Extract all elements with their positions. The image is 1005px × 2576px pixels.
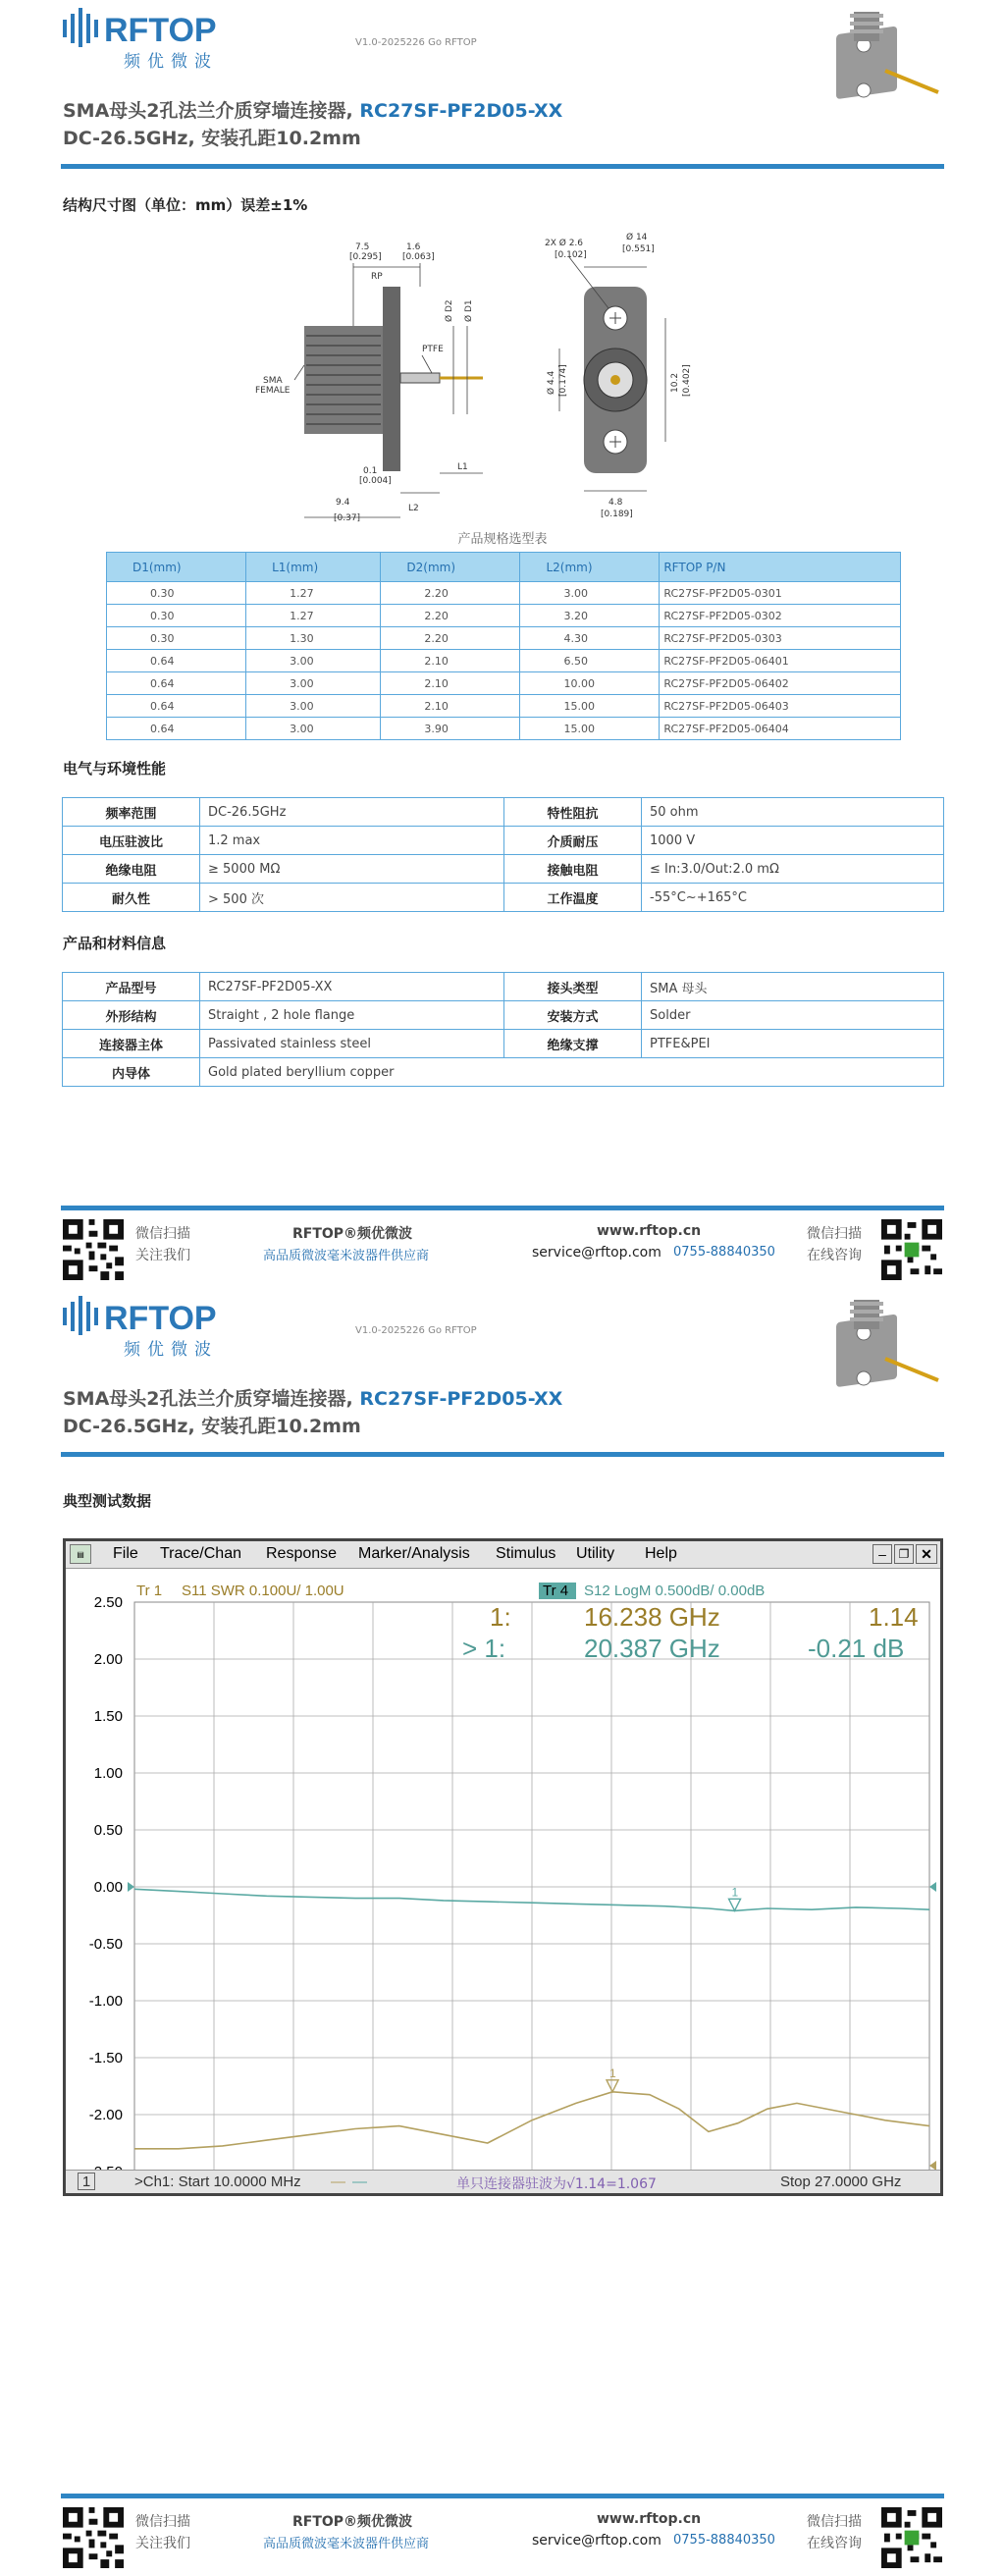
footer-email[interactable]: service@rftop.com (532, 1245, 661, 1261)
footer-slogan: 高品质微波毫米波器件供应商 (263, 1249, 430, 1263)
side-view (255, 242, 483, 522)
table-row: 连接器主体 Passivated stainless steel 绝缘支撑 PTFE&PEI (63, 1030, 944, 1058)
svg-text:[0.402]: [0.402] (682, 364, 692, 397)
table-row: 外形结构 Straight , 2 hole flange 安装方式 Solder (63, 1001, 944, 1030)
footer-phone: 0755-88840350 (673, 1245, 775, 1260)
svg-text:FEMALE: FEMALE (255, 386, 291, 396)
table-row: 0.30 1.30 2.20 4.30 RC27SF-PF2D05-0303 (107, 627, 901, 650)
m1-label: 1: (490, 1602, 511, 1632)
status-note: 单只连接器驻波为√1.14=1.067 (456, 2176, 657, 2192)
svg-text:Ø D1: Ø D1 (464, 299, 474, 322)
marker-number: 1 (731, 1885, 739, 1900)
minimize-icon[interactable]: – (873, 1544, 892, 1564)
menu-utility[interactable]: Utility (576, 1545, 615, 1562)
y-tick-label: -0.50 (88, 1936, 123, 1953)
s12-legend-icon: — (352, 2174, 367, 2190)
menu-file[interactable]: File (113, 1545, 138, 1562)
svg-text:L2: L2 (408, 504, 419, 513)
qr-code-icon (881, 1219, 942, 1280)
table-row: 0.30 1.27 2.20 3.20 RC27SF-PF2D05-0302 (107, 605, 901, 627)
y-tick-label: -1.00 (88, 1993, 123, 2010)
m2-value: -0.21 dB (808, 1634, 905, 1663)
table-row: 0.64 3.00 2.10 15.00 RC27SF-PF2D05-06403 (107, 695, 901, 718)
selection-table-header (107, 553, 901, 582)
version-text: V1.0-2025226 Go RFTOP (355, 1325, 477, 1336)
table-row: 频率范围 DC-26.5GHz 特性阻抗 50 ohm (63, 798, 944, 827)
footer-wechat-2: 关注我们 (135, 1248, 190, 1263)
footer-slogan: 高品质微波毫米波器件供应商 (263, 2537, 430, 2551)
header-divider (61, 164, 944, 169)
footer-wechat-2: 关注我们 (135, 2536, 190, 2551)
tr4-label: Tr 4 (543, 1583, 569, 1599)
part-number: RC27SF-PF2D05-XX (359, 100, 563, 122)
logo-text: RFTOP (104, 12, 217, 49)
col-d2: D2(mm) (381, 553, 520, 582)
table-row: 0.64 3.00 3.90 15.00 RC27SF-PF2D05-06404 (107, 718, 901, 740)
title-line-1 (63, 1384, 562, 1411)
channel-number[interactable]: 1 (78, 2173, 95, 2190)
footer-website[interactable]: www.rftop.cn (597, 2511, 702, 2527)
svg-text:L1: L1 (457, 462, 468, 472)
svg-text:PTFE: PTFE (422, 345, 444, 354)
table-row: 0.64 3.00 2.10 6.50 RC27SF-PF2D05-06401 (107, 650, 901, 672)
restore-icon[interactable]: ❐ (894, 1544, 914, 1564)
vna-menubar (66, 1541, 940, 1569)
svg-text:Ø 4.4: Ø 4.4 (547, 370, 556, 395)
svg-text:4.8: 4.8 (608, 498, 623, 508)
tr4-desc: S12 LogM 0.500dB/ 0.00dB (584, 1583, 766, 1599)
m2-freq: 20.387 GHz (584, 1634, 720, 1663)
col-d1: D1(mm) (107, 553, 246, 582)
m1-value: 1.14 (869, 1602, 919, 1632)
table-row: 产品型号 RC27SF-PF2D05-XX 接头类型 SMA 母头 (63, 973, 944, 1001)
svg-text:9.4: 9.4 (336, 498, 350, 508)
y-tick-label: 2.50 (93, 1594, 123, 1611)
svg-text:[0.551]: [0.551] (622, 244, 655, 254)
vna-statusbar (66, 2170, 940, 2193)
footer-wechat-1: 微信扫描 (135, 2514, 190, 2530)
y-tick-label: 1.00 (93, 1765, 123, 1782)
brand-cn: 频优微波 (124, 1340, 218, 1360)
part-number: RC27SF-PF2D05-XX (359, 1388, 563, 1410)
y-tick-label: -2.00 (88, 2107, 123, 2123)
qr-code-icon (881, 2507, 942, 2568)
tr1-label: Tr 1 (136, 1583, 163, 1599)
dimension-drawing (226, 228, 775, 522)
vna-screenshot (63, 1538, 943, 2196)
menu-marker-analysis[interactable]: Marker/Analysis (358, 1545, 470, 1562)
front-view (545, 232, 692, 519)
table-row: 绝缘电阻 ≥ 5000 MΩ 接触电阻 ≤ In:3.0/Out:2.0 mΩ (63, 855, 944, 884)
electrical-section-title: 电气与环境性能 (63, 760, 167, 778)
m1-freq: 16.238 GHz (584, 1602, 720, 1632)
svg-text:RP: RP (371, 272, 383, 282)
test-section-title: 典型测试数据 (63, 1492, 152, 1510)
y-tick-label: 2.00 (93, 1651, 123, 1668)
footer-consult-2: 在线咨询 (807, 1248, 862, 1263)
menu-response[interactable]: Response (266, 1545, 338, 1562)
version-text: V1.0-2025226 Go RFTOP (355, 37, 477, 48)
svg-text:2X Ø 2.6: 2X Ø 2.6 (545, 239, 584, 248)
logo-text: RFTOP (104, 1300, 217, 1337)
product-image (817, 1298, 944, 1406)
table-row: 电压驻波比 1.2 max 介质耐压 1000 V (63, 827, 944, 855)
svg-text:0.1: 0.1 (363, 466, 378, 476)
svg-text:Ø D2: Ø D2 (445, 299, 454, 322)
y-tick-label: 1.50 (93, 1708, 123, 1725)
footer-consult-1: 微信扫描 (807, 1226, 862, 1242)
svg-text:[0.063]: [0.063] (402, 252, 435, 262)
tr1-desc: S11 SWR 0.100U/ 1.00U (182, 1583, 344, 1599)
svg-text:[0.102]: [0.102] (555, 250, 587, 260)
y-tick-label: -1.50 (88, 2050, 123, 2066)
status-start: >Ch1: Start 10.0000 MHz (134, 2174, 301, 2190)
y-tick-label: 0.50 (93, 1822, 123, 1839)
header-divider (61, 1452, 944, 1457)
svg-text:[0.37]: [0.37] (334, 513, 361, 522)
svg-text:[0.189]: [0.189] (601, 510, 633, 519)
svg-text:[0.004]: [0.004] (359, 476, 392, 486)
table-row: 0.30 1.27 2.20 3.00 RC27SF-PF2D05-0301 (107, 582, 901, 605)
menu-trace-chan[interactable]: Trace/Chan (160, 1545, 241, 1562)
col-l1: L1(mm) (246, 553, 381, 582)
footer-website[interactable]: www.rftop.cn (597, 1223, 702, 1239)
drawing-section-title: 结构尺寸图（单位：mm）误差±1% (63, 196, 308, 214)
footer-email[interactable]: service@rftop.com (532, 2533, 661, 2549)
status-stop: Stop 27.0000 GHz (780, 2174, 902, 2190)
footer-1 (0, 1206, 1005, 1284)
svg-text:[0.174]: [0.174] (558, 364, 568, 397)
footer-phone: 0755-88840350 (673, 2533, 775, 2548)
svg-text:10.2: 10.2 (670, 372, 680, 393)
footer-consult-1: 微信扫描 (807, 2514, 862, 2530)
svg-text:Ø 14: Ø 14 (626, 233, 648, 242)
selection-table-caption: 产品规格选型表 (457, 532, 548, 547)
svg-text:SMA: SMA (263, 376, 283, 386)
title-line-2: DC-26.5GHz, 安装孔距10.2mm (63, 1416, 361, 1437)
col-l2: L2(mm) (520, 553, 660, 582)
menu-help[interactable]: Help (645, 1545, 677, 1562)
title-prefix: SMA母头2孔法兰介质穿墙连接器, (63, 100, 353, 122)
svg-text:7.5: 7.5 (355, 242, 370, 252)
title-line-2: DC-26.5GHz, 安装孔距10.2mm (63, 128, 361, 149)
qr-code-icon (63, 1219, 124, 1280)
vna-app-icon[interactable]: ▤ (70, 1544, 91, 1564)
footer-company: RFTOP®频优微波 (292, 1226, 413, 1242)
brand-cn: 频优微波 (124, 52, 218, 72)
marker-number: 1 (609, 2066, 616, 2080)
product-image (817, 10, 944, 118)
close-icon[interactable]: ✕ (916, 1544, 937, 1564)
table-row: 内导体 Gold plated beryllium copper (63, 1058, 944, 1087)
title-prefix: SMA母头2孔法兰介质穿墙连接器, (63, 1388, 353, 1410)
table-row: 耐久性 > 500 次 工作温度 -55°C~+165°C (63, 884, 944, 912)
col-pn: RFTOP P/N (660, 553, 901, 582)
footer-wechat-1: 微信扫描 (135, 1226, 190, 1242)
y-tick-label: 0.00 (93, 1879, 123, 1896)
qr-code-icon (63, 2507, 124, 2568)
vna-plot (66, 1569, 940, 2193)
footer-divider (61, 2494, 944, 2498)
s11-legend-icon: — (331, 2174, 345, 2190)
materials-section-title: 产品和材料信息 (63, 935, 167, 952)
footer-consult-2: 在线咨询 (807, 2536, 862, 2551)
menu-stimulus[interactable]: Stimulus (496, 1545, 556, 1562)
footer-2 (0, 2494, 1005, 2572)
footer-company: RFTOP®频优微波 (292, 2514, 413, 2530)
electrical-table (62, 797, 944, 912)
title-line-1 (63, 96, 562, 123)
selection-table (106, 552, 901, 740)
table-row: 0.64 3.00 2.10 10.00 RC27SF-PF2D05-06402 (107, 672, 901, 695)
m2-label: > 1: (462, 1634, 506, 1663)
footer-divider (61, 1206, 944, 1210)
svg-text:1.6: 1.6 (406, 242, 421, 252)
svg-text:[0.295]: [0.295] (349, 252, 382, 262)
materials-table (62, 972, 944, 1087)
